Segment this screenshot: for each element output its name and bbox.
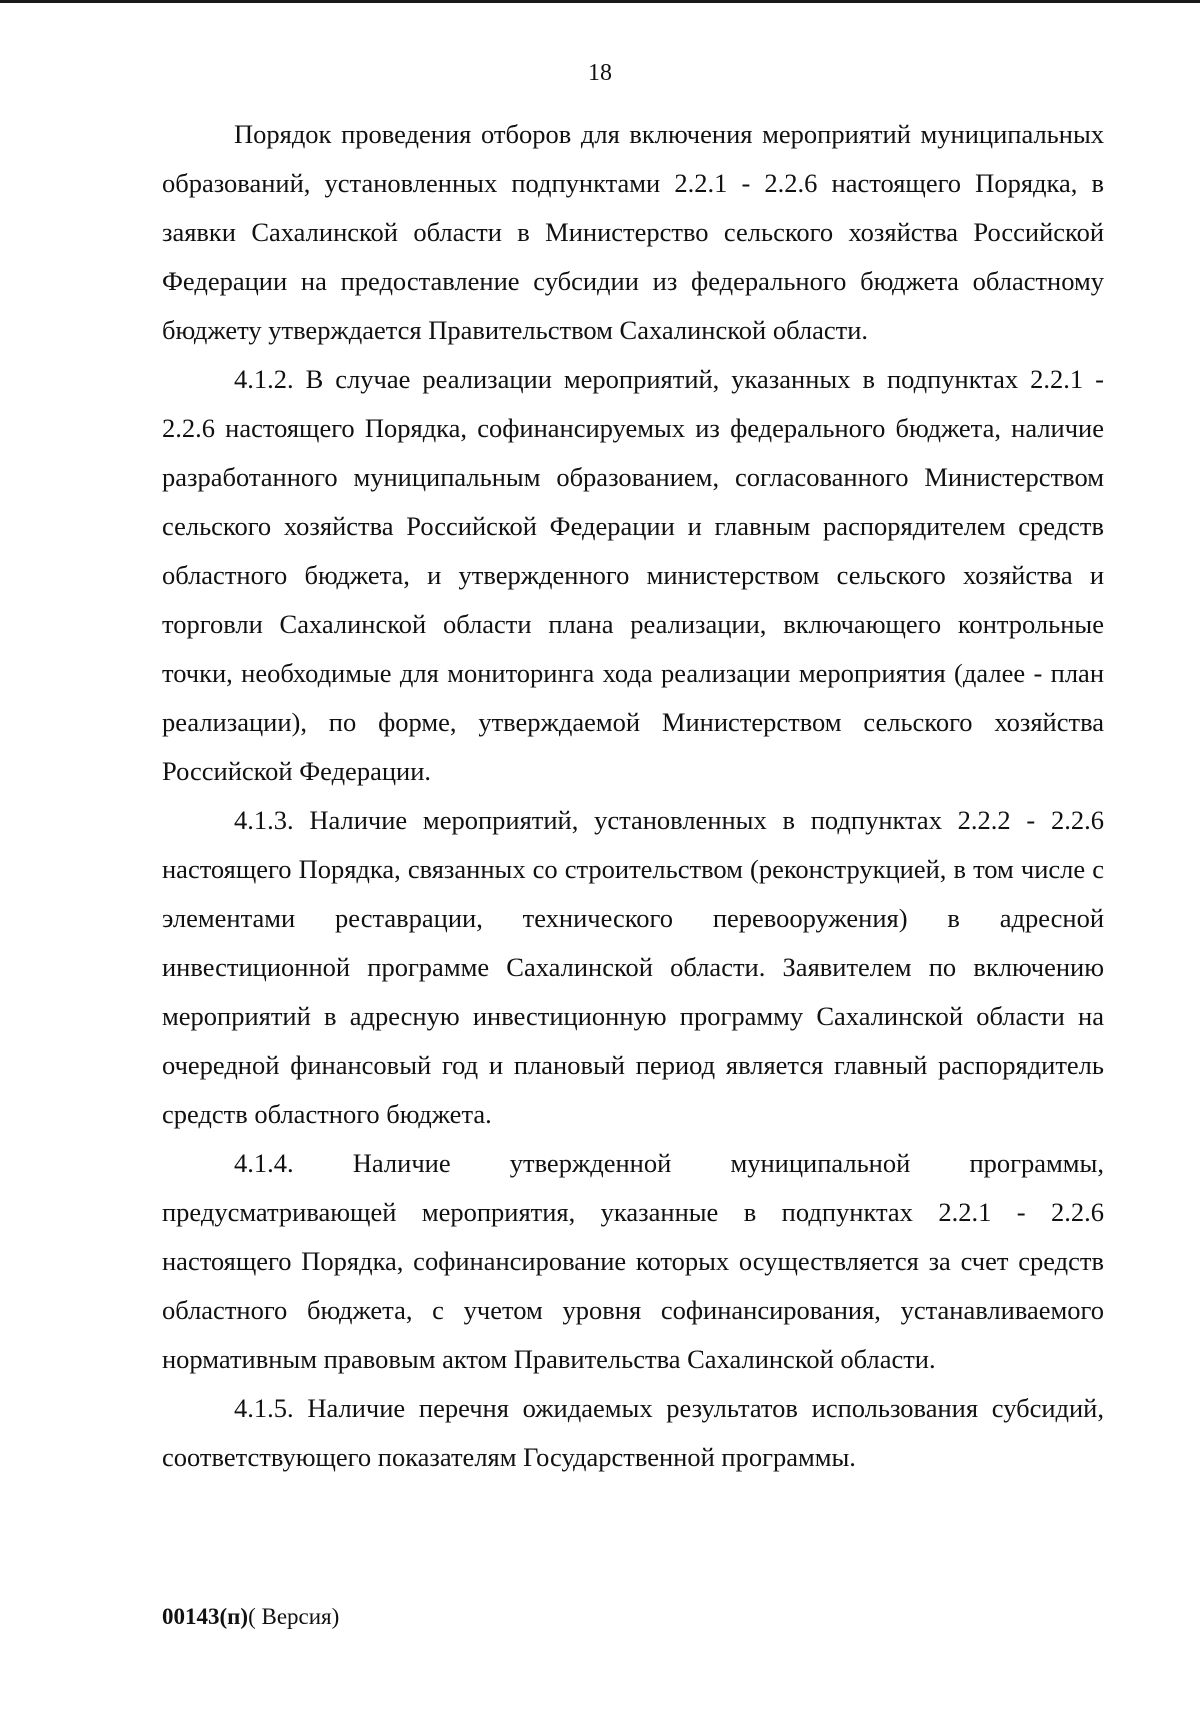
scan-top-edge — [0, 0, 1200, 3]
document-body — [162, 110, 1104, 1482]
paragraph-4-1-2: 4.1.2. В случае реализации мероприятий, указанных в подпунктах 2.2.1 - 2.2.6 настоящего Порядка, софинансируемых из федерального бюджета, наличие разработанного муниципальным образованием, согласованного Министерством сельского хозяйства Российской Федерации и главным распорядителем средств областного бюджета, и утвержденного министерством сельского хозяйства и торговли Сахалинской области плана реализации, включающего контрольные точки, необходимые для мониторинга хода реализации мероприятия (далее - план реализации), по форме, утверждаемой Министерством сельского хозяйства Российской Федерации. — [162, 364, 1104, 786]
paragraph-4-1-5: 4.1.5. Наличие перечня ожидаемых результатов использования субсидий, соответствующего показателям Государственной программы. — [162, 1393, 1104, 1472]
document-footer-id — [162, 1604, 339, 1630]
document-code: 00143(п) — [162, 1604, 249, 1629]
paragraph-4-1-3: 4.1.3. Наличие мероприятий, установленных в подпунктах 2.2.2 - 2.2.6 настоящего Порядка, связанных со строительством (реконструкцией, в том числе с элементами реставрации, технического перевооружения) в адресной инвестиционной программе Сахалинской области. Заявителем по включению мероприятий в адресную инвестиционную программу Сахалинской области на очередной финансовый год и плановый период является главный распорядитель средств областного бюджета. — [162, 805, 1104, 1129]
document-version: ( Версия) — [248, 1604, 340, 1629]
paragraph-selection-procedure: Порядок проведения отборов для включения мероприятий муниципальных образований, установленных подпунктами 2.2.1 - 2.2.6 настоящего Порядка, в заявки Сахалинской области в Министерство сельского хозяйства Российской Федерации на предоставление субсидии из федерального бюджета областному бюджету утверждается Правительством Сахалинской области. — [162, 119, 1104, 345]
paragraph-4-1-4: 4.1.4. Наличие утвержденной муниципальной программы, предусматривающей мероприятия, указанные в подпунктах 2.2.1 - 2.2.6 настоящего Порядка, софинансирование которых осуществляется за счет средств областного бюджета, с учетом уровня софинансирования, устанавливаемого нормативным правовым актом Правительства Сахалинской области. — [162, 1148, 1104, 1374]
page-number: 18 — [588, 60, 612, 86]
